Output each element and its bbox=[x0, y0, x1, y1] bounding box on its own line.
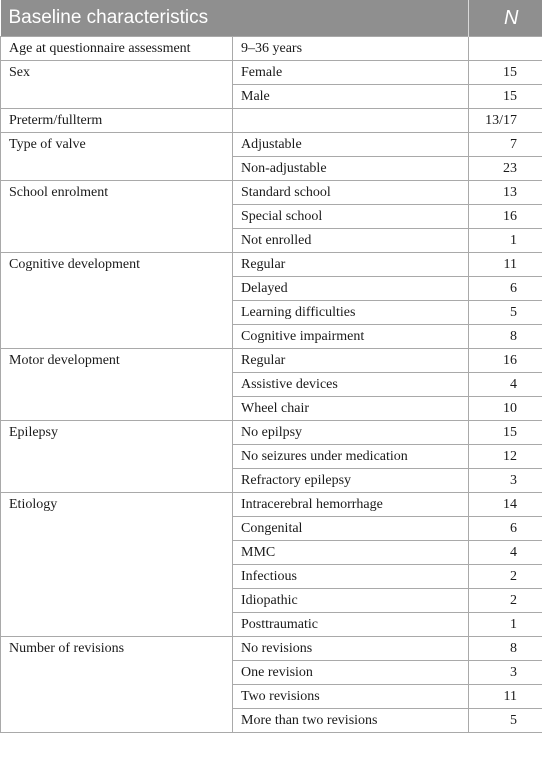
count-cell: 12 bbox=[469, 445, 542, 469]
count-cell: 3 bbox=[469, 661, 542, 685]
value-label-cell: 9–36 years bbox=[233, 37, 469, 61]
table-row bbox=[1, 421, 542, 445]
count-cell: 15 bbox=[469, 421, 542, 445]
table-row bbox=[1, 349, 542, 373]
category-cell: Number of revisions bbox=[1, 637, 233, 733]
count-cell: 23 bbox=[469, 157, 542, 181]
count-cell: 16 bbox=[469, 205, 542, 229]
count-cell: 6 bbox=[469, 277, 542, 301]
table-row bbox=[1, 181, 542, 205]
count-cell: 2 bbox=[469, 589, 542, 613]
category-cell: Cognitive development bbox=[1, 253, 233, 349]
value-label-cell: Regular bbox=[233, 253, 469, 277]
value-label-cell: Wheel chair bbox=[233, 397, 469, 421]
category-cell: Motor development bbox=[1, 349, 233, 421]
count-cell bbox=[469, 37, 542, 61]
count-cell: 5 bbox=[469, 301, 542, 325]
table-row bbox=[1, 133, 542, 157]
count-cell: 2 bbox=[469, 565, 542, 589]
category-cell: Sex bbox=[1, 61, 233, 109]
value-label-cell: No seizures under medication bbox=[233, 445, 469, 469]
count-cell: 6 bbox=[469, 517, 542, 541]
count-cell: 15 bbox=[469, 85, 542, 109]
count-cell: 16 bbox=[469, 349, 542, 373]
value-label-cell: Learning difficulties bbox=[233, 301, 469, 325]
count-cell: 8 bbox=[469, 325, 542, 349]
category-cell: Etiology bbox=[1, 493, 233, 637]
value-label-cell: Non-adjustable bbox=[233, 157, 469, 181]
category-cell: Type of valve bbox=[1, 133, 233, 181]
value-label-cell: Special school bbox=[233, 205, 469, 229]
category-cell: Age at questionnaire assessment bbox=[1, 37, 233, 61]
count-cell: 4 bbox=[469, 373, 542, 397]
header-characteristics: Baseline characteristics bbox=[1, 0, 469, 37]
value-label-cell: Infectious bbox=[233, 565, 469, 589]
value-label-cell: One revision bbox=[233, 661, 469, 685]
value-label-cell: Assistive devices bbox=[233, 373, 469, 397]
value-label-cell: Two revisions bbox=[233, 685, 469, 709]
value-label-cell bbox=[233, 109, 469, 133]
header-row bbox=[1, 0, 542, 37]
table-row bbox=[1, 61, 542, 85]
value-label-cell: Idiopathic bbox=[233, 589, 469, 613]
count-cell: 4 bbox=[469, 541, 542, 565]
count-cell: 7 bbox=[469, 133, 542, 157]
value-label-cell: No epilpsy bbox=[233, 421, 469, 445]
count-cell: 3 bbox=[469, 469, 542, 493]
table-body bbox=[1, 37, 542, 733]
value-label-cell: Refractory epilepsy bbox=[233, 469, 469, 493]
count-cell: 5 bbox=[469, 709, 542, 733]
count-cell: 10 bbox=[469, 397, 542, 421]
table-row bbox=[1, 493, 542, 517]
count-cell: 8 bbox=[469, 637, 542, 661]
value-label-cell: Intracerebral hemorrhage bbox=[233, 493, 469, 517]
value-label-cell: MMC bbox=[233, 541, 469, 565]
count-cell: 15 bbox=[469, 61, 542, 85]
count-cell: 1 bbox=[469, 613, 542, 637]
category-cell: Preterm/fullterm bbox=[1, 109, 233, 133]
value-label-cell: Posttraumatic bbox=[233, 613, 469, 637]
count-cell: 11 bbox=[469, 253, 542, 277]
count-cell: 13/17 bbox=[469, 109, 542, 133]
value-label-cell: Male bbox=[233, 85, 469, 109]
value-label-cell: Standard school bbox=[233, 181, 469, 205]
value-label-cell: Female bbox=[233, 61, 469, 85]
value-label-cell: Regular bbox=[233, 349, 469, 373]
value-label-cell: More than two revisions bbox=[233, 709, 469, 733]
category-cell: School enrolment bbox=[1, 181, 233, 253]
value-label-cell: Adjustable bbox=[233, 133, 469, 157]
table-row bbox=[1, 637, 542, 661]
category-cell: Epilepsy bbox=[1, 421, 233, 493]
table-row bbox=[1, 253, 542, 277]
value-label-cell: No revisions bbox=[233, 637, 469, 661]
value-label-cell: Not enrolled bbox=[233, 229, 469, 253]
value-label-cell: Delayed bbox=[233, 277, 469, 301]
count-cell: 11 bbox=[469, 685, 542, 709]
table-row bbox=[1, 109, 542, 133]
count-cell: 13 bbox=[469, 181, 542, 205]
header-n: N bbox=[469, 0, 542, 37]
value-label-cell: Cognitive impairment bbox=[233, 325, 469, 349]
value-label-cell: Congenital bbox=[233, 517, 469, 541]
table-row bbox=[1, 37, 542, 61]
count-cell: 14 bbox=[469, 493, 542, 517]
count-cell: 1 bbox=[469, 229, 542, 253]
